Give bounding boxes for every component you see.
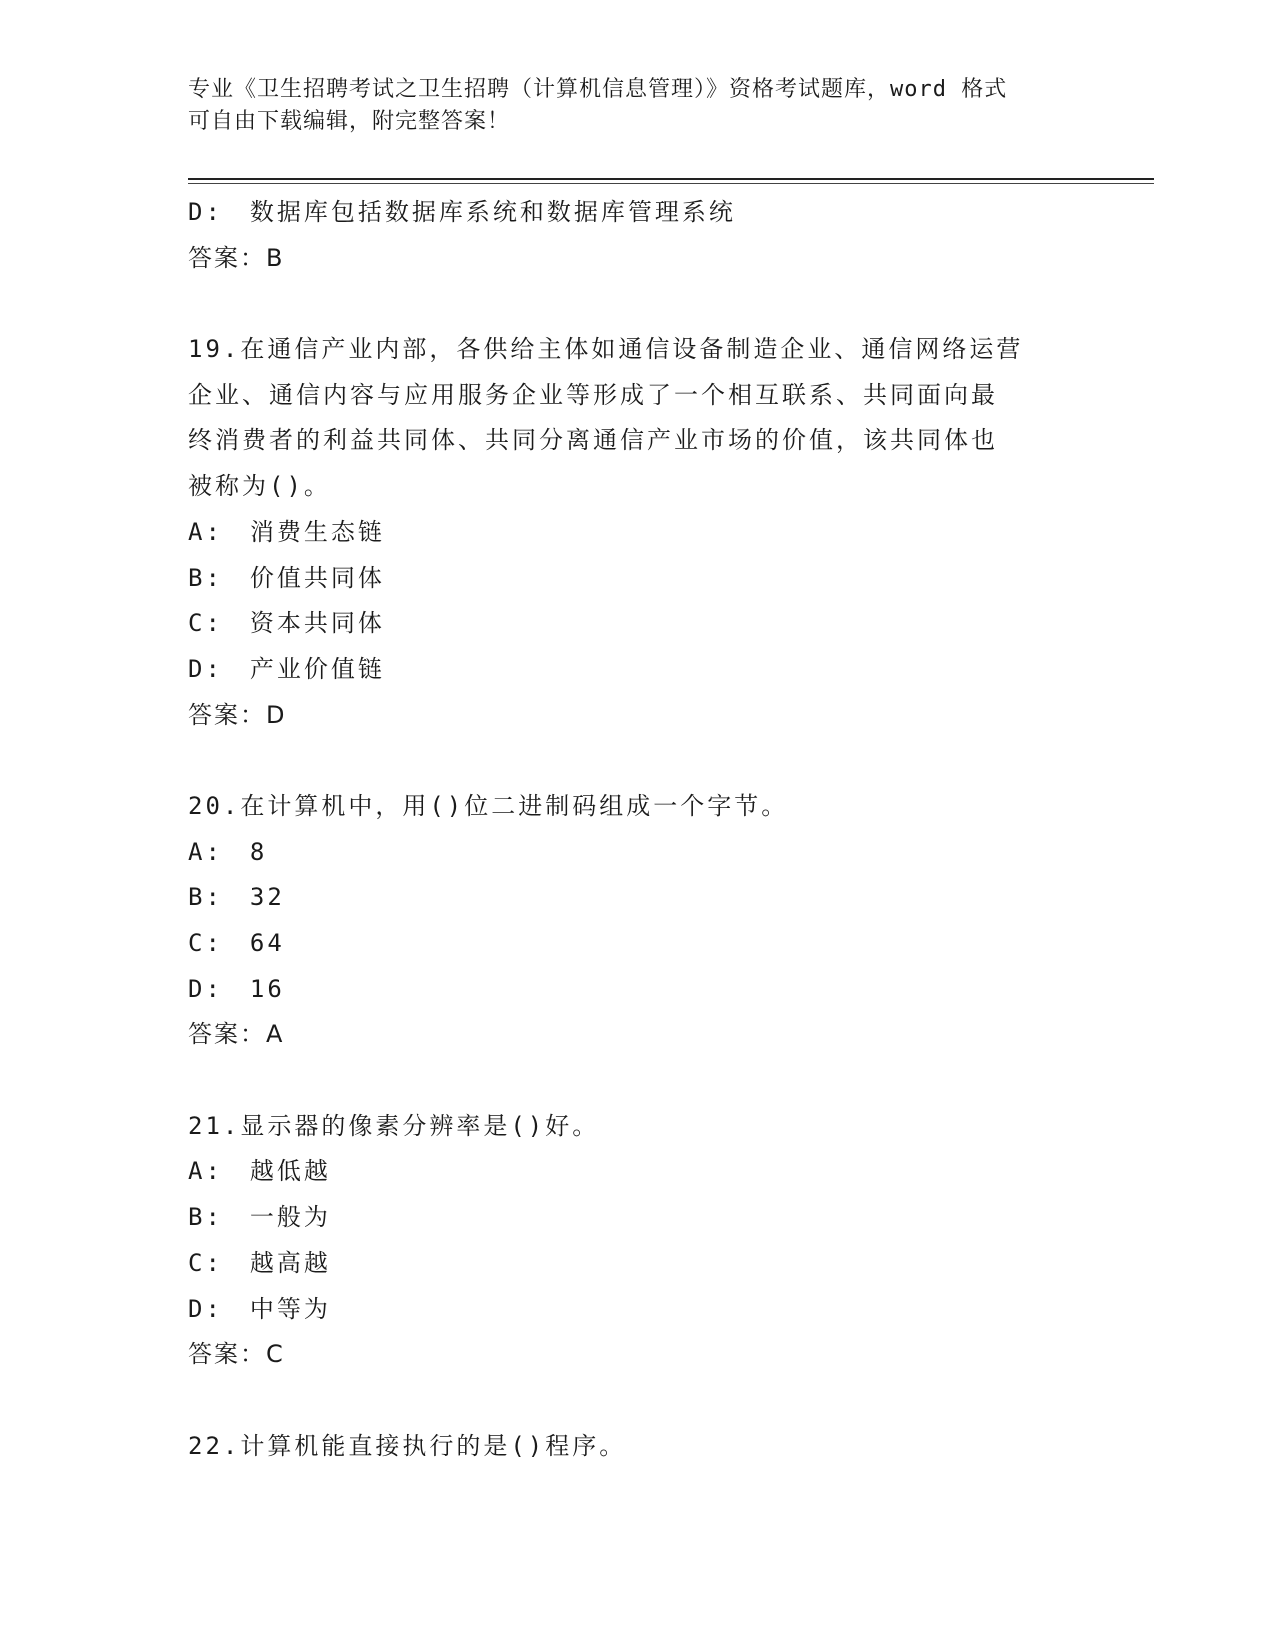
spacer [188,1058,1088,1104]
spacer [188,1378,1088,1424]
question-text-line: 被称为()。 [188,472,331,501]
option-b: B: 32 [188,883,285,912]
answer-line: 答案：A [188,1020,285,1049]
option-a: A: 8 [188,837,268,866]
question-text-line: 22.计算机能直接执行的是()程序。 [188,1431,627,1460]
option-c: C: 64 [188,929,285,957]
option-b: B: 一般为 [188,1203,331,1232]
question-19 [188,327,1088,738]
option-c: C: 越高越 [188,1248,331,1277]
question-text-line: 终消费者的利益共同体、共同分离通信产业市场的价值，该共同体也 [188,426,998,455]
header-rule-thick [188,178,1154,180]
option-d: D: 数据库包括数据库系统和数据库管理系统 [188,198,736,226]
question-text-line: 19.在通信产业内部，各供给主体如通信设备制造企业、通信网络运营 [188,335,1024,364]
question-list [188,190,1088,1469]
question-20 [188,784,1088,1058]
option-b: B: 价值共同体 [188,563,385,592]
question-21 [188,1104,1088,1378]
spacer [188,281,1088,327]
question-22 [188,1424,1088,1470]
option-d: D: 产业价值链 [188,654,385,683]
question-text-line: 20.在计算机中，用()位二进制码组成一个字节。 [188,791,789,820]
spacer [188,738,1088,784]
option-c: C: 资本共同体 [188,609,385,638]
option-a: A: 越低越 [188,1157,331,1186]
header-line-2: 可自由下载编辑，附完整答案！ [188,109,511,134]
answer-line: 答案：D [188,700,287,729]
header-line-1: 专业《卫生招聘考试之卫生招聘（计算机信息管理）》资格考试题库，word 格式 [188,77,1008,102]
header-rule-thin [188,183,1154,184]
answer-line: 答案：B [188,243,285,272]
option-a: A: 消费生态链 [188,517,385,546]
document-header [188,74,1068,138]
answer-line: 答案：C [188,1340,285,1369]
option-d: D: 16 [188,974,285,1003]
question-text-line: 21.显示器的像素分辨率是()好。 [188,1111,600,1140]
question-text-line: 企业、通信内容与应用服务企业等形成了一个相互联系、共同面向最 [188,380,998,409]
option-d: D: 中等为 [188,1294,331,1323]
